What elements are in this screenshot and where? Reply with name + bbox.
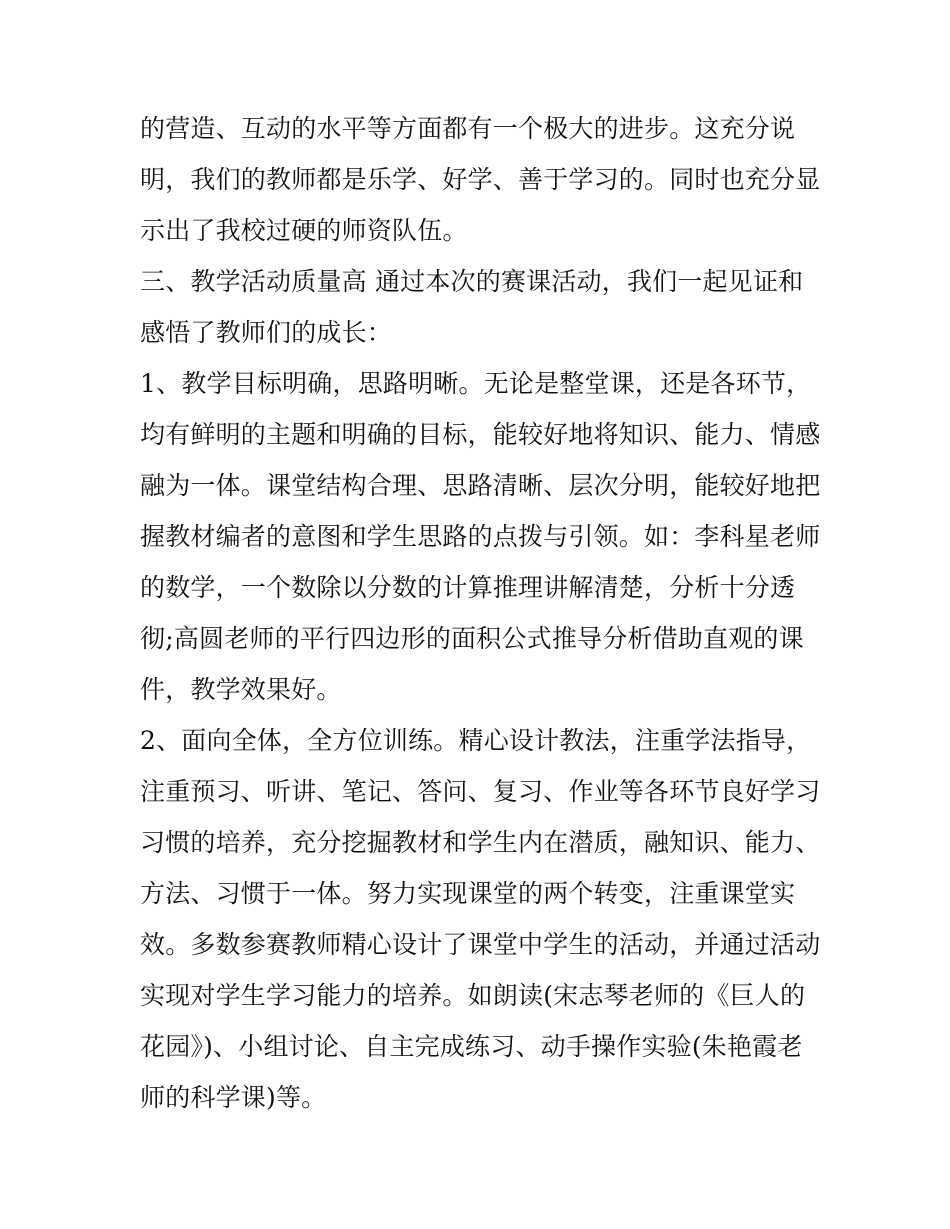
text-line: 习惯的培养，充分挖掘教材和学生内在潜质，融知识、能力、 [140, 828, 821, 857]
text-line: 明，我们的教师都是乐学、好学、善于学习的。同时也充分显 [140, 165, 821, 194]
text-line: 实现对学生学习能力的培养。如朗读(宋志琴老师的《巨人的 [140, 981, 806, 1010]
text-line: 师的科学课)等。 [140, 1083, 327, 1112]
text-line: 方法、习惯于一体。努力实现课堂的两个转变，注重课堂实 [140, 879, 796, 908]
text-line: 握教材编者的意图和学生思路的点拨与引领。如：李科星老师 [140, 522, 821, 551]
text-line: 注重预习、听讲、笔记、答问、复习、作业等各环节良好学习 [140, 777, 821, 806]
text-line: 的营造、互动的水平等方面都有一个极大的进步。这充分说 [140, 114, 796, 143]
text-line: 的数学，一个数除以分数的计算推理讲解清楚，分析十分透 [140, 573, 796, 602]
list-item-2-line: 2、面向全体，全方位训练。精心设计教法，注重学法指导， [140, 726, 812, 755]
section-heading-line: 三、教学活动质量高 通过本次的赛课活动，我们一起见证和 [140, 267, 804, 296]
text-line: 彻;高圆老师的平行四边形的面积公式推导分析借助直观的课 [140, 624, 804, 653]
text-line: 效。多数参赛教师精心设计了课堂中学生的活动，并通过活动 [140, 930, 821, 959]
text-line: 花园》)、小组讨论、自主完成练习、动手操作实验(朱艳霞老 [140, 1032, 803, 1061]
document-body [140, 103, 820, 1123]
text-line: 融为一体。课堂结构合理、思路清晰、层次分明，能较好地把 [140, 471, 821, 500]
text-line: 均有鲜明的主题和明确的目标，能较好地将知识、能力、情感 [140, 420, 821, 449]
text-line: 示出了我校过硬的师资队伍。 [140, 216, 468, 245]
text-line: 感悟了教师们的成长： [140, 318, 393, 347]
text-line: 件，教学效果好。 [140, 675, 342, 704]
list-item-1-line: 1、教学目标明确，思路明晰。无论是整堂课，还是各环节， [140, 369, 812, 398]
